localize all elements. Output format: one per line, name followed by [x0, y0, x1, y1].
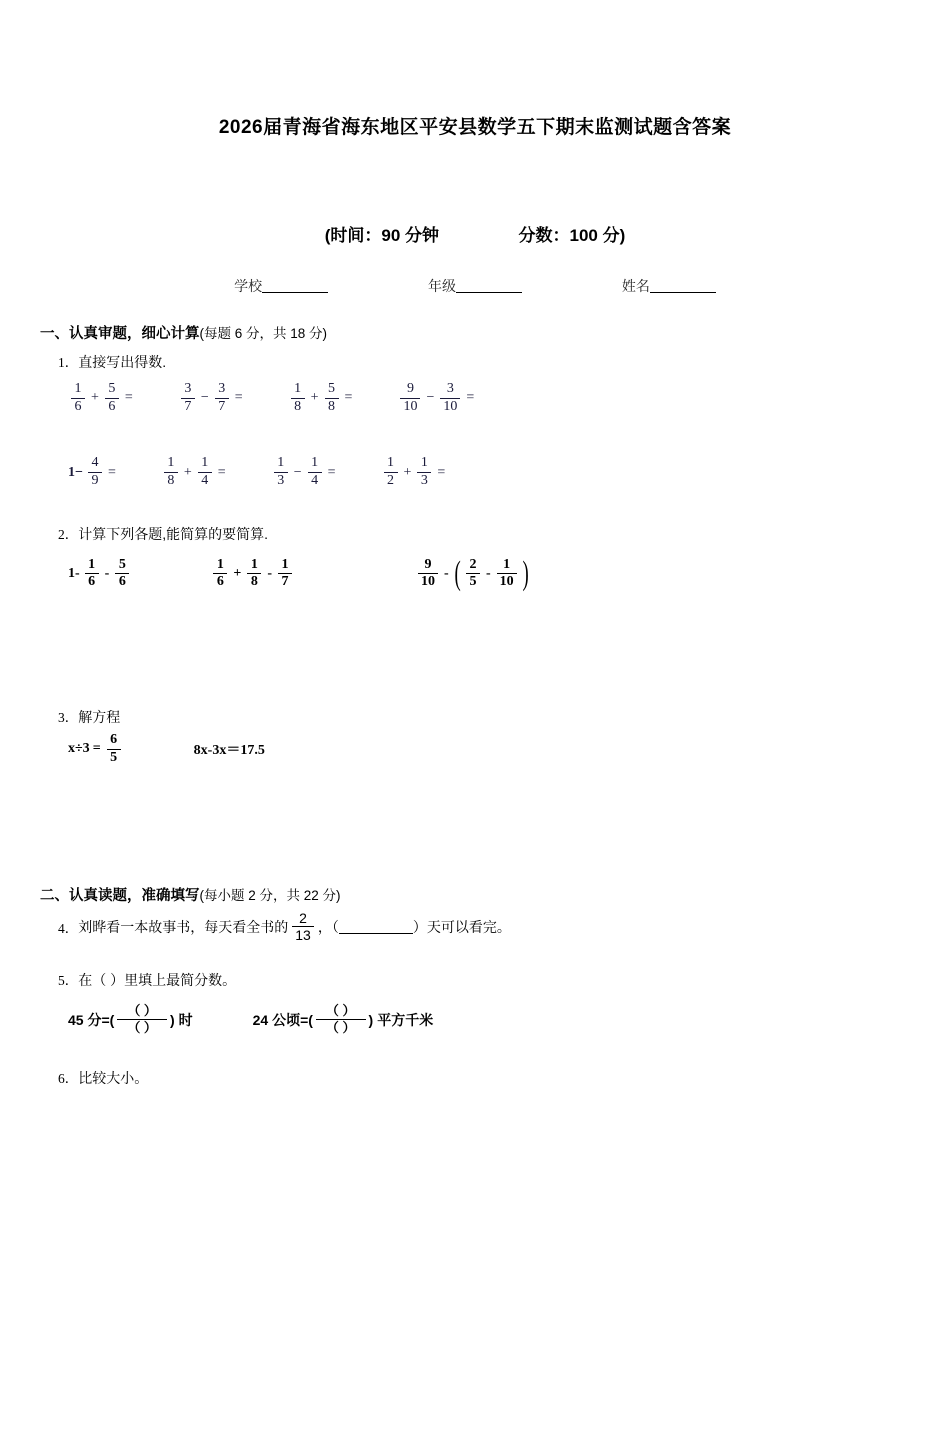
section-heading-1: 一、认真审题，细心计算(每题 6 分，共 18 分): [40, 326, 328, 342]
expr-item: $\frac{3}{7}$ − $\frac{3}{7}$ =: [178, 382, 246, 414]
field-grade: 年级: [428, 276, 522, 296]
expr-item: $\frac{9}{10}$ − $\frac{3}{10}$ =: [397, 382, 477, 414]
exam-page: [0, 112, 950, 1456]
question-4: 4． 刘晔看一本故事书，每天看全书的 $\frac{2}{13}$ ，（ ）天可以看完。: [58, 909, 511, 944]
expr-item: 1− $\frac{4}{9}$ =: [68, 455, 116, 489]
question-3: 3．解方程: [58, 709, 121, 726]
q5-row: [68, 1004, 910, 1036]
equation-1: x÷3 = $\frac{6}{5}$: [68, 733, 124, 765]
paren-open: (: [454, 555, 461, 593]
field-name: 姓名: [622, 276, 716, 296]
q1-row-1: [68, 382, 910, 414]
expr-item: $\frac{9}{10}$ - ( $\frac{2}{5}$ - $\frac{1}{10}$ ): [415, 558, 531, 590]
exam-content: [40, 322, 910, 1088]
section-heading-2: 二、认真读题，准确填写(每小题 2 分，共 22 分): [40, 887, 341, 904]
unit-conversion-2: 24 公顷= ( $\frac{( )}{( )}$ ) 平方千米: [252, 1002, 434, 1036]
answer-fraction-blank[interactable]: $\frac{( )}{( )}$: [316, 1004, 366, 1036]
question-6: 6．比较大小。: [58, 1070, 149, 1087]
answer-blank-q4[interactable]: [339, 920, 413, 934]
expr-item: 1- $\frac{1}{6}$ - $\frac{5}{6}$: [68, 558, 132, 590]
expr-item: $\frac{1}{6}$ + $\frac{1}{8}$ - $\frac{1}{7}$: [210, 558, 295, 590]
page-title: 2026届青海省海东地区平安县数学五下期末监测试题含答案: [218, 117, 732, 138]
question-1: 1．直接写出得数.: [58, 354, 167, 370]
unit-conversion-1: 45 分= ( $\frac{( )}{( )}$ ) 时: [68, 1002, 193, 1036]
answer-fraction-blank[interactable]: $\frac{( )}{( )}$: [117, 1004, 167, 1036]
q3-row: [68, 733, 910, 765]
grade-blank[interactable]: [456, 278, 522, 293]
student-fields: [0, 276, 950, 296]
exam-score: 分数：100 分): [518, 226, 626, 245]
expr-item: $\frac{1}{6}$ + $\frac{5}{6}$ =: [68, 382, 136, 414]
q1-row-2: [68, 456, 910, 488]
expr-item: $\frac{1}{2}$ + $\frac{1}{3}$ =: [381, 456, 449, 488]
school-blank[interactable]: [262, 278, 328, 293]
question-2: 2．计算下列各题,能简算的要简算.: [58, 525, 269, 542]
paren-close: ): [522, 555, 529, 593]
q2-row: [68, 555, 910, 593]
question-5: 5．在（ ）里填上最简分数。: [58, 971, 237, 988]
expr-item: $\frac{1}{8}$ + $\frac{5}{8}$ =: [288, 382, 356, 414]
exam-info: [0, 221, 950, 246]
expr-item: $\frac{1}{3}$ − $\frac{1}{4}$ =: [271, 456, 339, 488]
exam-time: (时间：90 分钟: [324, 226, 440, 245]
paren-group: ( $\frac{2}{5}$ - $\frac{1}{10}$ ): [454, 555, 529, 593]
equation-2: 8x‑3x＝17.5: [193, 743, 265, 759]
expr-item: $\frac{1}{8}$ + $\frac{1}{4}$ =: [161, 456, 229, 488]
name-blank[interactable]: [650, 278, 716, 293]
field-school: 学校: [234, 276, 328, 296]
